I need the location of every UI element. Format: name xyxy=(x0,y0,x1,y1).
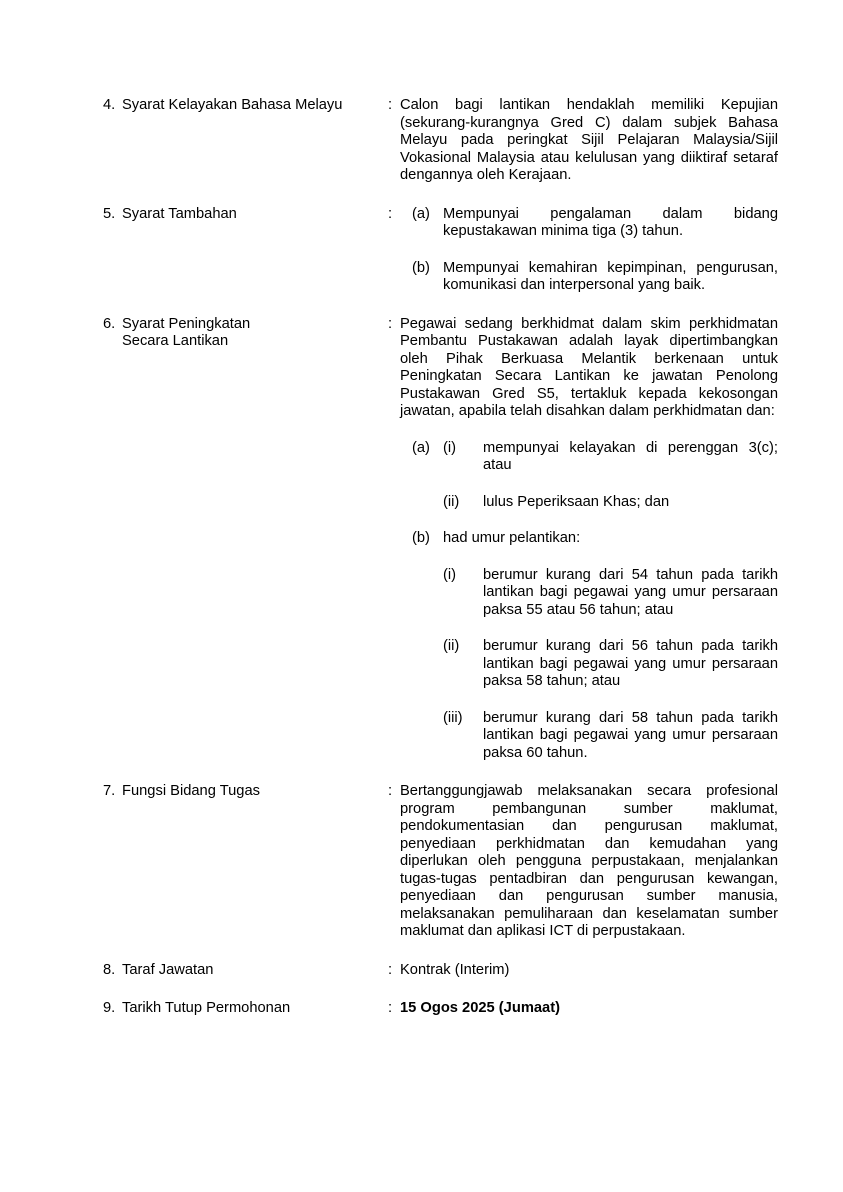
item-number: 8. xyxy=(103,961,116,978)
sub-item-a xyxy=(400,206,778,241)
sub-item-content xyxy=(443,440,778,512)
sub-item-marker: (b) xyxy=(412,259,430,276)
value-text: Kontrak (Interim) xyxy=(400,961,510,978)
sub-sub-item-iii xyxy=(443,710,778,763)
item-value xyxy=(400,962,778,980)
colon-separator: : xyxy=(388,961,393,978)
sub-sub-item-i xyxy=(443,440,778,475)
item-label-line1: Syarat Peningkatan xyxy=(122,315,251,332)
closing-date-value: 15 Ogos 2025 (Jumaat) xyxy=(400,1000,560,1016)
sub-item-marker: (a) xyxy=(412,439,430,456)
sub-item-text: Mempunyai kemahiran kepimpinan, pengurusan, komunikasi dan interpersonal yang baik. xyxy=(443,259,778,293)
item-fungsi-bidang-tugas xyxy=(103,783,778,941)
sub-item-b xyxy=(400,260,778,295)
sub-sub-item-text: berumur kurang dari 56 tahun pada tarikh lantikan bagi pegawai yang umur persaraan paksa 58 tahun; atau xyxy=(483,638,778,689)
sub-item-b xyxy=(400,530,778,548)
colon-separator: : xyxy=(388,1000,393,1016)
sub-sub-item-ii xyxy=(443,638,778,691)
sub-item-a xyxy=(400,440,778,512)
item-number: 6. xyxy=(103,315,116,332)
item-value xyxy=(400,316,778,763)
sub-sub-item-marker: (i) xyxy=(443,566,457,583)
item-number: 9. xyxy=(103,1000,116,1016)
item-taraf-jawatan xyxy=(103,962,778,980)
colon-separator: : xyxy=(388,205,393,222)
item-label: Syarat Kelayakan Bahasa Melayu xyxy=(122,97,343,113)
sub-item-b-list xyxy=(400,567,778,763)
item-label: Syarat Tambahan xyxy=(122,205,237,222)
sub-sub-item-text: berumur kurang dari 58 tahun pada tarikh lantikan bagi pegawai yang umur persaraan paksa 60 tahun. xyxy=(483,709,778,761)
item-number: 7. xyxy=(103,783,116,799)
colon-separator: : xyxy=(388,315,393,332)
item-syarat-peningkatan-secara-lantikan xyxy=(103,316,778,763)
paragraph: Bertanggungjawab melaksanakan secara profesional program pembangunan sumber maklumat, pendokumentasian dan pengurusan maklumat, penyediaan perkhidmatan dan kemudahan yang diperlukan oleh pengguna perpustakaan, menjalankan tugas-tugas pentadbiran dan pengurusan kewangan, penyediaan dan pengurusan sumber manusia, melaksanakan pemuliharaan dan keselamatan sumber maklumat dan aplikasi ICT di perpustakaan. xyxy=(400,783,778,939)
sub-item-text: Mempunyai pengalaman dalam bidang kepustakawan minima tiga (3) tahun. xyxy=(443,205,778,239)
colon-separator: : xyxy=(388,97,393,113)
item-label-line2: Secara Lantikan xyxy=(122,333,229,349)
item-label xyxy=(122,316,388,351)
colon-separator: : xyxy=(388,783,393,799)
item-value xyxy=(400,1000,778,1018)
sub-sub-item-marker: (iii) xyxy=(443,709,463,726)
sub-item-marker: (b) xyxy=(412,530,430,546)
sub-sub-item-text: berumur kurang dari 54 tahun pada tarikh lantikan bagi pegawai yang umur persaraan paksa 55 atau 56 tahun; atau xyxy=(483,566,778,618)
item-value xyxy=(400,97,778,185)
item-tarikh-tutup-permohonan xyxy=(103,1000,778,1018)
sub-item-text: had umur pelantikan: xyxy=(443,530,581,546)
sub-sub-item-text: mempunyai kelayakan di perenggan 3(c); atau xyxy=(483,439,778,473)
sub-sub-item-text: lulus Peperiksaan Khas; dan xyxy=(483,493,670,510)
item-label: Fungsi Bidang Tugas xyxy=(122,783,260,799)
item-label: Tarikh Tutup Permohonan xyxy=(122,1000,291,1016)
item-syarat-kelayakan-bahasa-melayu xyxy=(103,97,778,185)
item-number: 4. xyxy=(103,97,116,113)
item-value xyxy=(400,783,778,941)
sub-item-marker: (a) xyxy=(412,205,430,222)
item-syarat-tambahan xyxy=(103,206,778,295)
sub-sub-item-marker: (ii) xyxy=(443,638,460,654)
sub-sub-item-marker: (ii) xyxy=(443,493,460,510)
document-body xyxy=(103,97,778,1018)
item-label: Taraf Jawatan xyxy=(122,961,214,978)
sub-sub-item-marker: (i) xyxy=(443,439,457,456)
paragraph: Pegawai sedang berkhidmat dalam skim perkhidmatan Pembantu Pustakawan adalah layak dipertimbangkan oleh Pihak Berkuasa Melantik berkenaan untuk Peningkatan Secara Lantikan ke jawatan Penolong Pustakawan Gred S5, tertakluk kepada kekosongan jawatan, apabila telah disahkan dalam perkhidmatan dan: xyxy=(400,315,778,419)
sub-sub-item-i xyxy=(443,567,778,620)
sub-sub-item-ii xyxy=(443,494,778,512)
item-value xyxy=(400,206,778,295)
paragraph: Calon bagi lantikan hendaklah memiliki Kepujian (sekurang-kurangnya Gred C) dalam subjek Bahasa Melayu pada peringkat Sijil Pelajaran Malaysia/Sijil Vokasional Malaysia atau kelulusan yang diiktiraf setaraf dengannya oleh Kerajaan. xyxy=(400,97,778,183)
item-number: 5. xyxy=(103,205,116,222)
